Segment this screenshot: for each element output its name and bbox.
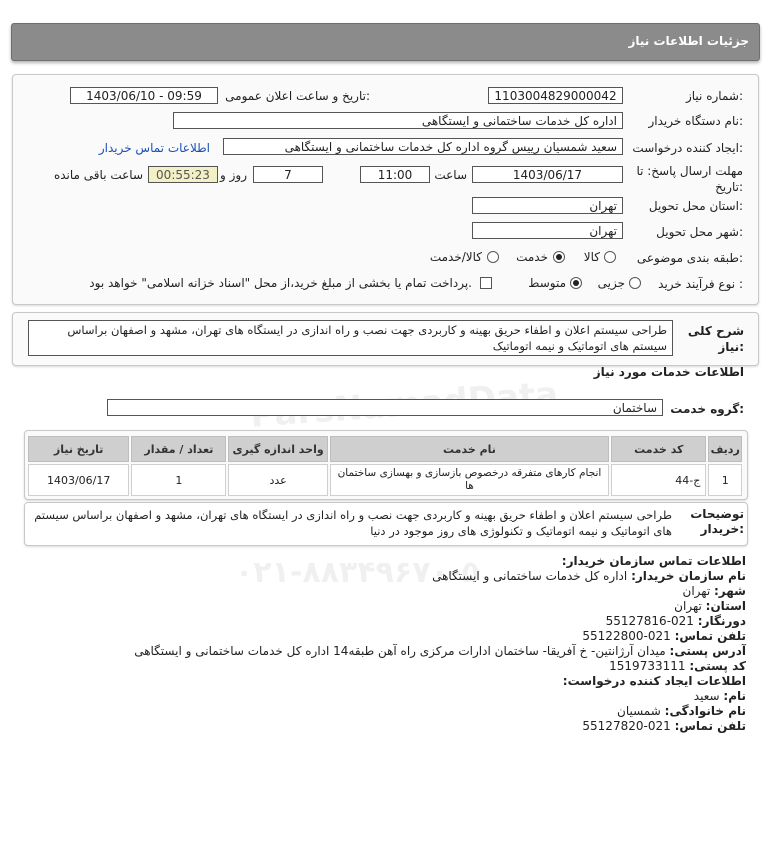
deadline-label: مهلت ارسال پاسخ: تا <box>636 164 743 178</box>
city-label: شهر محل تحویل: <box>656 225 743 239</box>
buyer-notes-text: طراحی سیستم اعلان و اطفاء حریق بهینه و کاربردی جهت نصب و راه اندازی در ایستگاه های تهران، مشهد و اصفهان براساس سیستم های اتوماتیک و نیمه اتوماتیک و تکنولوژی های روز موجود در دنیا <box>34 508 672 538</box>
page-title: جزئیات اطلاعات نیاز <box>628 34 749 48</box>
cell-unit: عدد <box>228 464 327 496</box>
contact-province-value: تهران <box>674 599 702 613</box>
announce-field: 1403/06/10 - 09:59 <box>70 87 218 104</box>
cell-date: 1403/06/17 <box>28 464 129 496</box>
category-label: طبقه بندی موضوعی: <box>636 251 743 265</box>
creator-name-label: نام: <box>723 689 746 703</box>
col-row: ردیف <box>708 436 742 462</box>
contact-fax-value: 021-55127816 <box>605 614 694 628</box>
creator-family-value: شمسیان <box>617 704 661 718</box>
creator-title: اطلاعات ایجاد کننده درخواست: <box>562 674 746 688</box>
watermark-phone-text: ۰۲۱-۸۸۳۴۹۶۷۰-۵ <box>235 555 480 590</box>
city-field: تهران <box>472 222 623 239</box>
creator-phone-label: تلفن تماس: <box>674 719 746 733</box>
services-table-header <box>28 436 742 462</box>
summary-text: طراحی سیستم اعلان و اطفاء حریق بهینه و کاربردی جهت نصب و راه اندازی در ایستگاه های تهران، مشهد و اصفهان براساس سیستم های اتوماتیک و نیمه اتوماتیک <box>28 320 673 356</box>
province-field: تهران <box>472 197 623 214</box>
contact-title: اطلاعات تماس سازمان خریدار: <box>561 554 746 568</box>
time-remaining-field: 00:55:23 <box>148 166 218 183</box>
table-row <box>28 464 742 496</box>
summary-label: شرح کلی <box>687 324 744 338</box>
services-table <box>26 434 744 498</box>
deadline-time-field: 11:00 <box>360 166 430 183</box>
process-medium-label: متوسط <box>528 276 566 290</box>
service-group-field: ساختمان <box>107 399 663 416</box>
need-number-field: 1103004829000042 <box>488 87 623 104</box>
contact-province-line <box>26 599 746 614</box>
creator-family-label: نام خانوادگی: <box>664 704 746 718</box>
requester-label: ایجاد کننده درخواست: <box>632 141 743 155</box>
days-label: روز و <box>220 168 247 182</box>
contact-postal-value: 1519733111 <box>609 659 686 673</box>
days-remaining-field: 7 <box>253 166 323 183</box>
time-remaining-label: ساعت باقی مانده <box>53 168 143 182</box>
col-date: تاریخ نیاز <box>28 436 129 462</box>
buyer-org-field: اداره کل خدمات ساختمانی و ایستگاهی <box>173 112 623 129</box>
cell-name: انجام کارهای متفرقه درخصوص بازسازی و بهسازی ساختمان ها <box>330 464 609 496</box>
creator-name-value: سعید <box>693 689 720 703</box>
contact-org-value: اداره کل خدمات ساختمانی و ایستگاهی <box>432 569 628 583</box>
contact-org-line <box>26 569 746 584</box>
col-name: نام خدمت <box>330 436 609 462</box>
creator-family-line <box>26 704 746 719</box>
category-goods-service-label: کالا/خدمت <box>429 250 482 264</box>
need-number-label: شماره نیاز: <box>685 89 743 103</box>
creator-name-line <box>26 689 746 704</box>
category-goods-radio[interactable] <box>604 251 616 263</box>
process-medium-radio[interactable] <box>570 277 582 289</box>
contact-city-value: تهران <box>682 584 711 598</box>
cell-qty: 1 <box>131 464 226 496</box>
buyer-notes-label-2: خریدار: <box>700 522 744 536</box>
category-service-label: خدمت <box>516 250 548 264</box>
process-minor-radio[interactable] <box>629 277 641 289</box>
creator-phone-line <box>26 719 746 734</box>
contact-city-label: شهر: <box>714 584 746 598</box>
contact-address-value: میدان آرژانتین- خ آفریقا- ساختمان ادارات مرکزی راه آهن طبقه14 اداره کل خدمات ساختمانی و ایستگاهی <box>134 644 666 658</box>
services-section-title: اطلاعات خدمات مورد نیاز <box>593 365 744 379</box>
buyer-org-label: نام دستگاه خریدار: <box>648 114 743 128</box>
contact-fax-line <box>26 614 746 629</box>
category-service-radio[interactable] <box>553 251 565 263</box>
contact-address-line <box>26 644 746 659</box>
deadline-date-label: تاریخ: <box>715 180 743 194</box>
contact-postal-line <box>26 659 746 674</box>
treasury-payment-note: پرداخت تمام یا بخشی از مبلغ خرید،از محل "اسناد خزانه اسلامی" خواهد بود. <box>89 276 472 290</box>
col-unit: واحد اندازه گیری <box>228 436 327 462</box>
contact-postal-label: کد پستی: <box>689 659 746 673</box>
buyer-notes-label: توضیحات <box>690 507 744 521</box>
service-group-label: گروه خدمت: <box>670 402 744 416</box>
category-goods-service-radio[interactable] <box>487 251 499 263</box>
deadline-time-label: ساعت <box>434 168 467 182</box>
treasury-payment-checkbox[interactable] <box>480 277 492 289</box>
announce-label: تاریخ و ساعت اعلان عمومی: <box>225 89 370 103</box>
col-qty: تعداد / مقدار <box>131 436 226 462</box>
contact-phone-line <box>26 629 746 644</box>
requester-field: سعید شمسیان رییس گروه اداره کل خدمات ساختمانی و ایستگاهی <box>223 138 623 155</box>
need-info-panel <box>12 74 759 305</box>
cell-row: 1 <box>708 464 742 496</box>
page-header <box>11 23 760 61</box>
contact-city-line <box>26 584 746 599</box>
col-code: کد خدمت <box>611 436 706 462</box>
buyer-contact-info <box>26 554 746 734</box>
cell-code: ج-44 <box>611 464 706 496</box>
contact-fax-label: دورنگار: <box>697 614 746 628</box>
contact-org-label: نام سازمان خریدار: <box>631 569 746 583</box>
contact-phone-value: 021-55122800 <box>582 629 671 643</box>
province-label: استان محل تحویل: <box>648 199 743 213</box>
process-minor-label: جزیی <box>597 276 625 290</box>
creator-phone-value: 021-55127820 <box>582 719 671 733</box>
summary-label-2: نیاز: <box>718 340 744 354</box>
contact-province-label: استان: <box>705 599 746 613</box>
contact-phone-label: تلفن تماس: <box>674 629 746 643</box>
deadline-date-field: 1403/06/17 <box>472 166 623 183</box>
process-label: نوع فرآیند خرید : <box>658 277 743 291</box>
category-goods-label: کالا <box>583 250 600 264</box>
buyer-contact-link[interactable]: اطلاعات تماس خریدار <box>98 141 210 155</box>
contact-address-label: آدرس پستی: <box>669 644 746 658</box>
